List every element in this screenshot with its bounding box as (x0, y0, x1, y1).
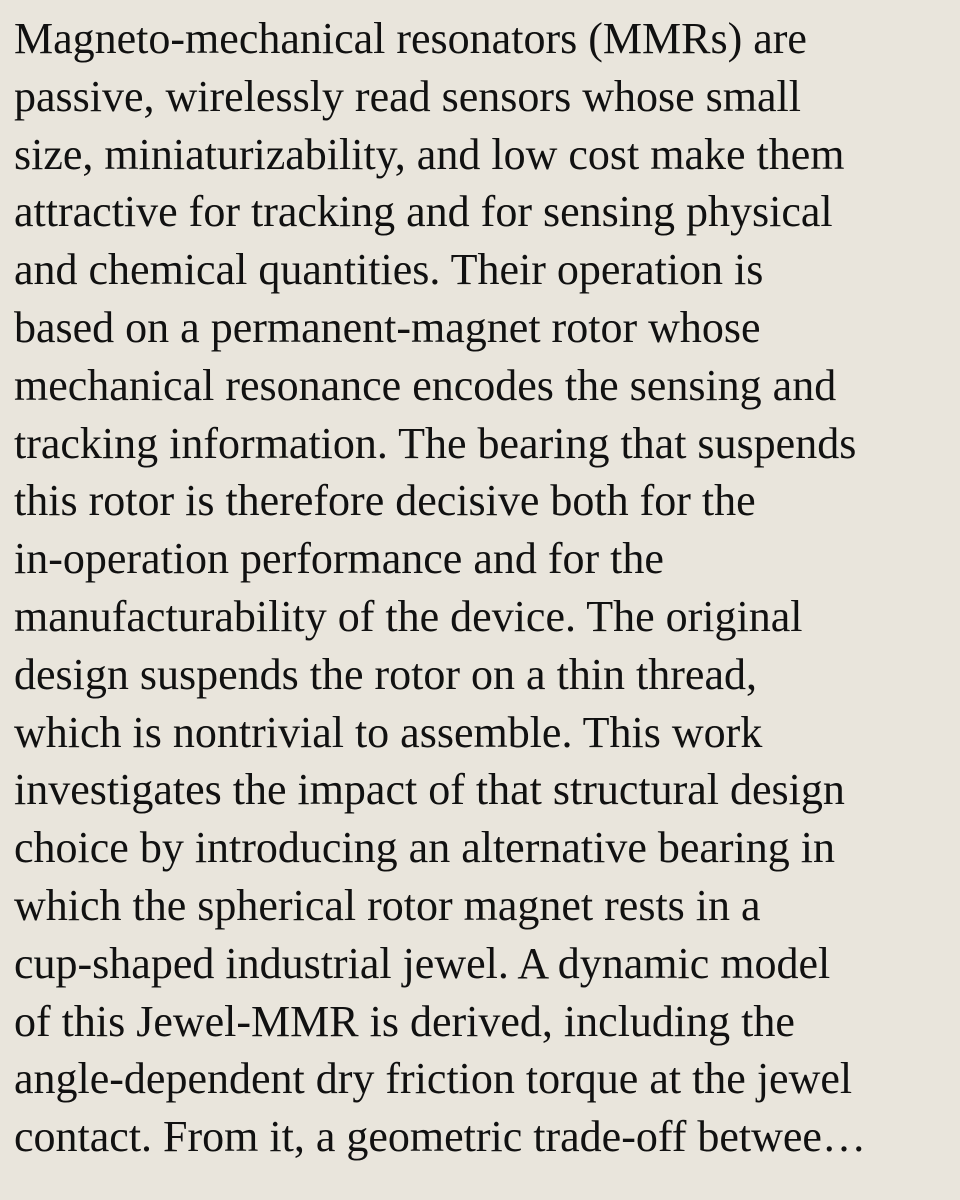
text-line: and chemical quantities. Their operation is (14, 245, 764, 295)
text-line: attractive for tracking and for sensing physical (14, 187, 833, 237)
text-line: passive, wirelessly read sensors whose small (14, 71, 801, 121)
abstract-paragraph (14, 10, 960, 1166)
text-line: tracking information. The bearing that suspends (14, 418, 857, 468)
text-line: contact. From it, a geometric trade-off betwee… (14, 1112, 866, 1162)
text-line: angle-dependent dry friction torque at the jewel (14, 1054, 853, 1104)
text-line: which the spherical rotor magnet rests in a (14, 880, 761, 930)
text-line: size, miniaturizability, and low cost make them (14, 129, 845, 179)
text-line: which is nontrivial to assemble. This work (14, 707, 763, 757)
text-line: choice by introducing an alternative bearing in (14, 823, 836, 873)
text-line: in-operation performance and for the (14, 534, 664, 584)
text-line: mechanical resonance encodes the sensing and (14, 360, 837, 410)
text-line: of this Jewel-MMR is derived, including the (14, 996, 795, 1046)
text-line: this rotor is therefore decisive both for the (14, 476, 756, 526)
text-line: manufacturability of the device. The original (14, 591, 803, 641)
text-line: based on a permanent-magnet rotor whose (14, 302, 761, 352)
text-line: design suspends the rotor on a thin thread, (14, 649, 757, 699)
text-line: investigates the impact of that structural design (14, 765, 845, 815)
text-line: Magneto-mechanical resonators (MMRs) are (14, 14, 807, 63)
text-line: cup-shaped industrial jewel. A dynamic model (14, 938, 831, 988)
